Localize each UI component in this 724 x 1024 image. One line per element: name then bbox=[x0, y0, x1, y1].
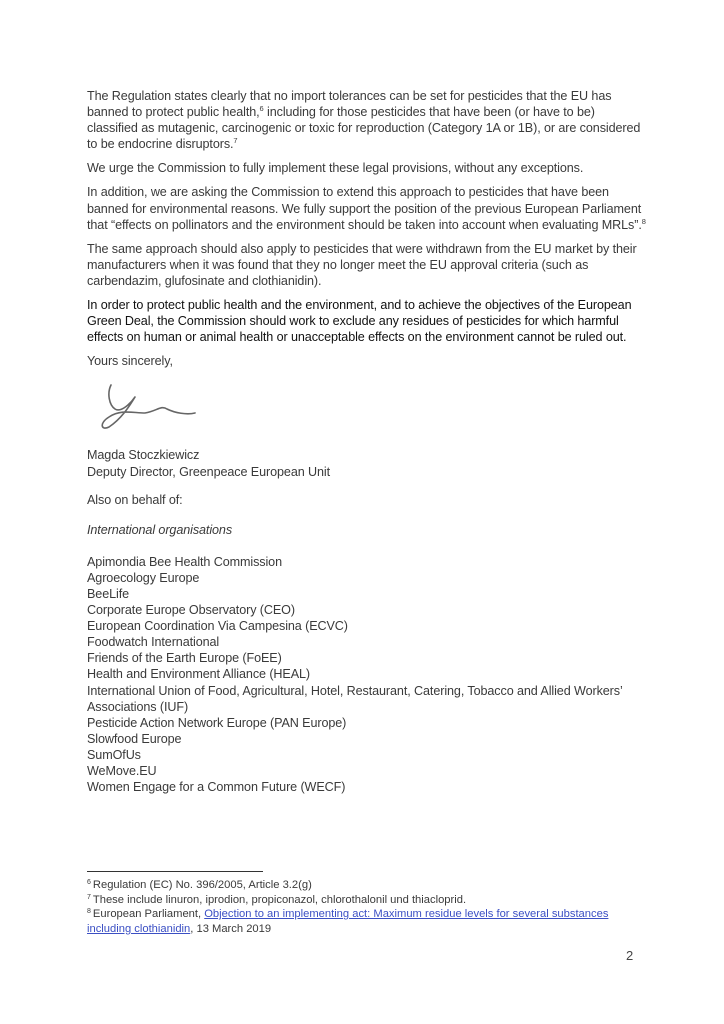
list-item: Corporate Europe Observatory (CEO) bbox=[87, 603, 295, 618]
footnote-8 bbox=[87, 907, 647, 936]
paragraph-text: The Regulation states clearly that no import tolerances can be set for pesticides that the EU has banned to protect public health, bbox=[87, 89, 612, 120]
footnote-divider bbox=[87, 871, 263, 872]
section-heading-international: International organisations bbox=[87, 522, 233, 537]
list-item: Pesticide Action Network Europe (PAN Europe) bbox=[87, 715, 347, 730]
footnote-ref-7[interactable]: 7 bbox=[233, 136, 238, 146]
footnotes bbox=[87, 871, 647, 936]
footnote-7 bbox=[87, 893, 647, 908]
footnote-ref-6[interactable]: 6 bbox=[259, 104, 264, 114]
footnote-number: 6 bbox=[87, 879, 91, 886]
list-item: Slowfood Europe bbox=[87, 731, 182, 746]
signatory-block bbox=[87, 447, 647, 507]
list-item: Friends of the Earth Europe (FoEE) bbox=[87, 651, 282, 666]
paragraph-withdrawn-pesticides: The same approach should also apply to pesticides that were withdrawn from the EU market by their manufacturers when it was found that they no longer meet the EU approval criteria (such as carbendazim, glufosinate and clothianidin). bbox=[87, 241, 637, 288]
footnote-link-ep-objection[interactable]: Objection to an implementing act: Maximum residue levels for several substances including clothianidin bbox=[87, 908, 609, 935]
list-item: Women Engage for a Common Future (WECF) bbox=[87, 780, 346, 795]
list-item: Health and Environment Alliance (HEAL) bbox=[87, 667, 311, 682]
signature-icon bbox=[95, 375, 205, 437]
signatory-title: Deputy Director, Greenpeace European Unit bbox=[87, 464, 331, 479]
footnote-text: These include linuron, iprodion, propiconazol, chlorothalonil und thiacloprid. bbox=[92, 893, 467, 906]
paragraph-text: In addition, we are asking the Commission to extend this approach to pesticides that have been banned for environmental reasons. We fully support the position of the previous European Parliament that “effects on pollinators and the environment should be taken into account when evaluating MRLs”. bbox=[87, 185, 642, 232]
list-item: Apimondia Bee Health Commission bbox=[87, 554, 282, 569]
footnote-number: 7 bbox=[87, 893, 91, 901]
list-item: International Union of Food, Agricultural, Hotel, Restaurant, Catering, Tobacco and Allied Workers’ Associations (IUF) bbox=[87, 683, 623, 714]
paragraph-import-tolerances bbox=[87, 88, 647, 152]
page-number: 2 bbox=[626, 948, 634, 963]
footnote-text: Regulation (EC) No. 396/2005, Article 3.2(g) bbox=[92, 879, 312, 891]
footnote-text: , 13 March 2019 bbox=[190, 922, 272, 935]
behalf-label: Also on behalf of: bbox=[87, 492, 183, 507]
paragraph-text: including for those pesticides that have been (or have to be) classified as mutagenic, carcinogenic or toxic for reproduction (Category 1A or 1B), or are considered to be endocrine disruptors. bbox=[87, 105, 641, 152]
paragraph-green-deal: In order to protect public health and the environment, and to achieve the objectives of the European Green Deal, the Commission should work to exclude any residues of pesticides for which harmful effects on human or animal health or unacceptable effects on the environment cannot be ruled out. bbox=[87, 298, 632, 345]
footnote-number: 8 bbox=[87, 908, 91, 916]
list-item: BeeLife bbox=[87, 586, 130, 601]
footnote-text: European Parliament, bbox=[92, 908, 205, 921]
list-item: WeMove.EU bbox=[87, 764, 157, 778]
paragraph-environmental-reasons bbox=[87, 184, 647, 232]
closing-salutation: Yours sincerely, bbox=[87, 354, 173, 369]
signatory-name: Magda Stoczkiewicz bbox=[87, 448, 200, 463]
paragraph-urge-commission: We urge the Commission to fully implement these legal provisions, without any exceptions. bbox=[87, 161, 584, 176]
signature-image bbox=[95, 375, 647, 439]
organisation-list bbox=[87, 554, 647, 795]
list-item: European Coordination Via Campesina (ECVC) bbox=[87, 619, 348, 634]
list-item: SumOfUs bbox=[87, 747, 141, 762]
footnote-ref-8[interactable]: 8 bbox=[641, 216, 646, 226]
list-item: Agroecology Europe bbox=[87, 570, 200, 585]
footnote-6 bbox=[87, 878, 647, 893]
list-item: Foodwatch International bbox=[87, 635, 220, 650]
letter-body bbox=[87, 88, 647, 795]
